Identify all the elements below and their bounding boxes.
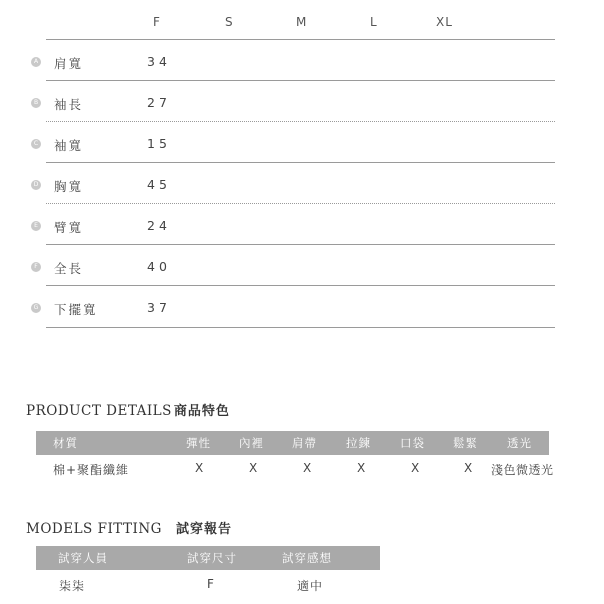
details-header-waistband: 鬆緊: [453, 436, 478, 450]
details-value-waistband: X: [464, 461, 474, 475]
details-value-pocket: X: [411, 461, 421, 475]
table-divider: [46, 285, 555, 286]
size-column-label: F: [153, 15, 161, 29]
measurement-value: 34: [147, 54, 171, 69]
product-details-title-zh: 商品特色: [173, 404, 230, 419]
product-details-header-bar: [36, 431, 549, 455]
row-letter-badge: B: [31, 98, 41, 108]
measurement-name: 胸寬: [54, 179, 84, 194]
table-divider: [46, 80, 555, 81]
measurement-name: 肩寬: [54, 56, 84, 71]
size-table-header: [0, 0, 604, 40]
size-column-label: XL: [436, 15, 453, 29]
details-header-zipper: 拉鍊: [346, 436, 371, 450]
fitting-header-model: 試穿人員: [58, 551, 108, 565]
measurement-name: 臂寬: [54, 220, 84, 235]
measurement-value: 24: [147, 218, 171, 233]
size-column-label: L: [370, 15, 378, 29]
size-row-arm: [0, 218, 604, 261]
details-value-sheerness: 淺色微透光: [491, 463, 554, 477]
fitting-value-size: F: [207, 577, 215, 591]
size-row-length: [0, 259, 604, 302]
table-divider: [46, 327, 555, 328]
fitting-header-feedback: 試穿感想: [282, 551, 332, 565]
table-divider: [46, 121, 555, 122]
models-fitting-header-bar: [36, 546, 380, 570]
measurement-name: 全長: [54, 261, 84, 276]
size-row-sleeve-length: [0, 95, 604, 138]
models-fitting-title: [26, 518, 232, 537]
size-row-hem: [0, 300, 604, 343]
row-letter-badge: A: [31, 57, 41, 67]
details-header-material: 材質: [53, 436, 78, 450]
size-column-label: S: [225, 15, 234, 29]
details-value-strap: X: [303, 461, 313, 475]
product-details-title: [26, 400, 230, 419]
models-fitting-title-zh: 試穿報告: [175, 522, 232, 537]
size-row-shoulder: [0, 54, 604, 97]
table-divider: [46, 203, 555, 204]
details-value-lining: X: [249, 461, 259, 475]
size-row-chest: [0, 177, 604, 220]
measurement-name: 袖寬: [54, 138, 84, 153]
row-letter-badge: D: [31, 180, 41, 190]
table-divider: [46, 39, 555, 40]
measurement-value: 45: [147, 177, 171, 192]
table-divider: [46, 244, 555, 245]
size-row-sleeve-width: [0, 136, 604, 179]
details-header-sheerness: 透光: [507, 436, 532, 450]
fitting-header-size: 試穿尺寸: [187, 551, 237, 565]
size-column-label: M: [296, 15, 308, 29]
fitting-value-feedback: 適中: [297, 579, 324, 593]
measurement-name: 下擺寬: [54, 302, 98, 317]
measurement-value: 27: [147, 95, 171, 110]
measurement-name: 袖長: [54, 97, 84, 112]
row-letter-badge: E: [31, 221, 41, 231]
row-letter-badge: C: [31, 139, 41, 149]
details-header-elasticity: 彈性: [186, 436, 211, 450]
measurement-value: 15: [147, 136, 171, 151]
table-divider: [46, 162, 555, 163]
details-header-pocket: 口袋: [400, 436, 425, 450]
details-value-material: 棉+聚酯纖維: [53, 463, 130, 477]
row-letter-badge: G: [31, 303, 41, 313]
fitting-value-model: 柒柒: [59, 579, 86, 593]
row-letter-badge: F: [31, 262, 41, 272]
details-header-lining: 內裡: [239, 436, 264, 450]
models-fitting-title-en: MODELS FITTING: [26, 521, 162, 537]
details-value-elasticity: X: [195, 461, 205, 475]
product-details-title-en: PRODUCT DETAILS: [26, 403, 172, 419]
measurement-value: 37: [147, 300, 171, 315]
measurement-value: 40: [147, 259, 171, 274]
details-value-zipper: X: [357, 461, 367, 475]
details-header-strap: 肩帶: [292, 436, 317, 450]
